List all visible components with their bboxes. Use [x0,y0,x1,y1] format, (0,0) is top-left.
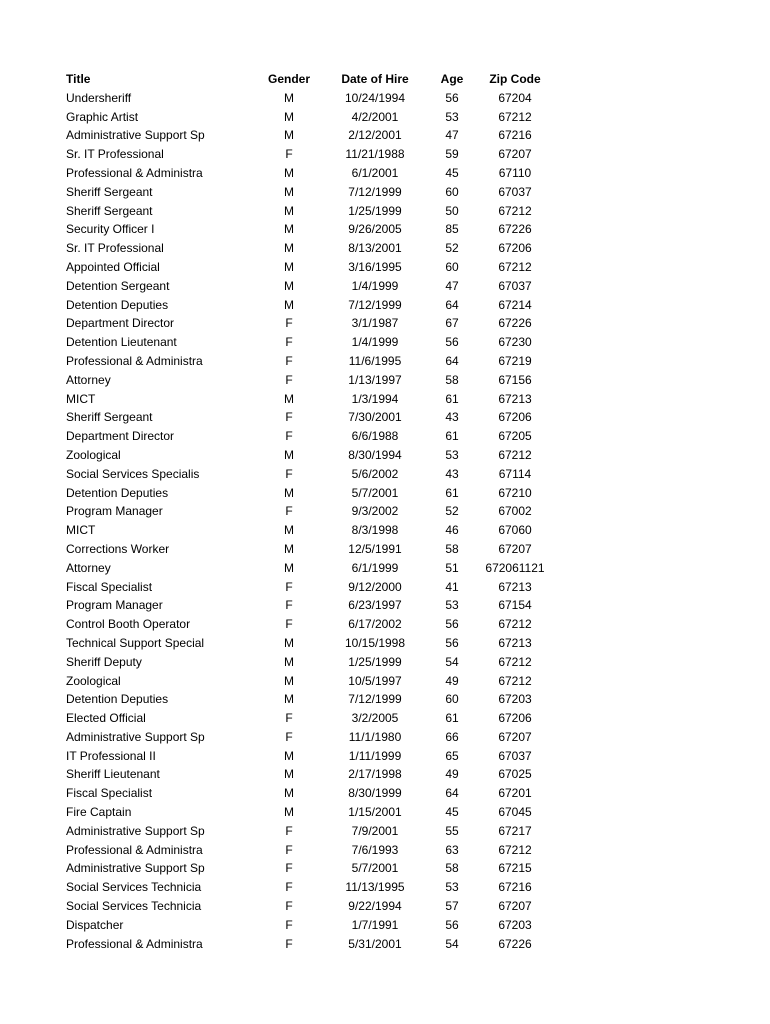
cell-title: MICT [66,523,96,538]
cell-zip-code: 67037 [498,278,532,293]
cell-zip-code: 67212 [498,259,532,274]
cell-zip-code: 67037 [498,748,532,763]
cell-title: Dispatcher [66,917,124,932]
cell-gender: F [285,711,293,726]
cell-title: Administrative Support Sp [66,729,205,744]
cell-title: Sheriff Lieutenant [66,767,160,782]
table-row [66,220,552,239]
table-row [66,897,552,916]
cell-age: 54 [445,654,459,669]
cell-gender: F [285,372,293,387]
cell-date-of-hire: 6/17/2002 [348,617,402,632]
cell-gender: M [284,128,294,143]
cell-age: 52 [445,241,459,256]
table-row [66,859,552,878]
cell-title: Fiscal Specialist [66,786,153,801]
cell-date-of-hire: 6/1/2001 [351,165,399,180]
cell-gender: F [285,861,293,876]
cell-title: Program Manager [66,598,163,613]
cell-age: 64 [445,297,459,312]
cell-age: 56 [445,917,459,932]
cell-zip-code: 67217 [498,823,532,838]
cell-date-of-hire: 8/13/2001 [348,241,402,256]
cell-gender: F [285,917,293,932]
cell-date-of-hire: 7/12/1999 [348,692,402,707]
cell-age: 51 [445,560,459,575]
table-row [66,765,552,784]
cell-gender: F [285,410,293,425]
cell-age: 63 [445,842,459,857]
cell-age: 55 [445,823,459,838]
header-date-of-hire: Date of Hire [341,72,409,86]
cell-title: Appointed Official [66,259,160,274]
cell-date-of-hire: 12/5/1991 [348,541,402,556]
cell-date-of-hire: 1/13/1997 [348,372,402,387]
table-row [66,672,552,691]
table-row [66,653,552,672]
cell-age: 43 [445,466,459,481]
cell-gender: F [285,617,293,632]
cell-age: 61 [445,391,459,406]
employee-table [66,70,552,953]
table-row [66,935,552,954]
table-row [66,559,552,578]
table-row [66,841,552,860]
cell-title: Professional & Administra [66,165,203,180]
cell-age: 57 [445,899,459,914]
table-row [66,878,552,897]
cell-date-of-hire: 7/30/2001 [348,410,402,425]
cell-date-of-hire: 2/17/1998 [348,767,402,782]
cell-gender: F [285,579,293,594]
cell-date-of-hire: 9/22/1994 [348,899,402,914]
cell-zip-code: 67213 [498,579,532,594]
cell-date-of-hire: 10/24/1994 [344,90,406,105]
cell-title: Professional & Administra [66,353,203,368]
table-row [66,408,552,427]
table-row [66,634,552,653]
cell-title: Sr. IT Professional [66,147,164,162]
cell-age: 43 [445,410,459,425]
cell-gender: M [284,203,294,218]
cell-date-of-hire: 7/6/1993 [351,842,399,857]
cell-date-of-hire: 4/2/2001 [351,109,399,124]
table-row [66,709,552,728]
cell-title: Professional & Administra [66,936,203,951]
cell-gender: M [284,748,294,763]
cell-title: Fiscal Specialist [66,579,153,594]
cell-zip-code: 67025 [498,767,532,782]
table-row [66,822,552,841]
cell-age: 60 [445,692,459,707]
cell-age: 60 [445,259,459,274]
cell-age: 46 [445,523,459,538]
cell-gender: M [284,692,294,707]
cell-gender: M [284,560,294,575]
cell-title: Department Director [66,316,175,331]
cell-age: 56 [445,635,459,650]
cell-gender: F [285,504,293,519]
cell-date-of-hire: 8/30/1994 [348,447,402,462]
cell-date-of-hire: 6/23/1997 [348,598,402,613]
cell-gender: F [285,147,293,162]
cell-gender: F [285,880,293,895]
cell-date-of-hire: 3/2/2005 [351,711,399,726]
cell-age: 64 [445,353,459,368]
cell-date-of-hire: 8/3/1998 [351,523,399,538]
cell-gender: F [285,936,293,951]
table-row [66,126,552,145]
cell-zip-code: 67204 [498,90,532,105]
cell-gender: M [284,485,294,500]
cell-zip-code: 67156 [498,372,532,387]
cell-age: 56 [445,90,459,105]
cell-gender: M [284,447,294,462]
cell-zip-code: 67154 [498,598,532,613]
table-row [66,314,552,333]
cell-title: Detention Sergeant [66,278,170,293]
cell-title: Administrative Support Sp [66,823,205,838]
cell-age: 53 [445,447,459,462]
cell-gender: M [284,767,294,782]
cell-age: 45 [445,805,459,820]
cell-date-of-hire: 5/6/2002 [351,466,399,481]
cell-zip-code: 67226 [498,936,532,951]
table-row [66,446,552,465]
table-row [66,784,552,803]
cell-title: Elected Official [66,711,146,726]
cell-date-of-hire: 11/6/1995 [348,353,402,368]
cell-date-of-hire: 1/4/1999 [351,278,399,293]
cell-date-of-hire: 1/4/1999 [351,335,399,350]
cell-title: Security Officer I [66,222,155,237]
header-zip-code: Zip Code [489,72,541,86]
cell-title: Social Services Technicia [66,899,202,914]
table-row [66,540,552,559]
cell-zip-code: 67216 [498,128,532,143]
cell-age: 47 [445,278,459,293]
table-row [66,239,552,258]
cell-title: Corrections Worker [66,541,170,556]
cell-gender: F [285,729,293,744]
cell-date-of-hire: 11/21/1988 [345,147,405,162]
cell-date-of-hire: 1/11/1999 [348,748,402,763]
cell-age: 58 [445,372,459,387]
cell-gender: M [284,90,294,105]
cell-date-of-hire: 8/30/1999 [348,786,402,801]
cell-age: 58 [445,541,459,556]
cell-zip-code: 67213 [498,635,532,650]
cell-title: Administrative Support Sp [66,128,205,143]
cell-zip-code: 67206 [498,711,532,726]
cell-zip-code: 67206 [498,241,532,256]
cell-age: 53 [445,598,459,613]
cell-zip-code: 67002 [498,504,532,519]
cell-date-of-hire: 2/12/2001 [348,128,402,143]
table-row [66,747,552,766]
header-row [66,70,552,89]
cell-zip-code: 67201 [498,786,532,801]
cell-title: Program Manager [66,504,163,519]
cell-zip-code: 67212 [498,203,532,218]
table-row [66,277,552,296]
cell-title: Zoological [66,673,121,688]
cell-zip-code: 67114 [498,466,532,481]
table-row [66,803,552,822]
cell-gender: M [284,786,294,801]
cell-age: 49 [445,673,459,688]
cell-age: 66 [445,729,459,744]
cell-title: Detention Lieutenant [66,335,177,350]
cell-title: Technical Support Special [66,635,205,650]
table-row [66,484,552,503]
cell-gender: M [284,673,294,688]
cell-zip-code: 67226 [498,316,532,331]
cell-age: 41 [445,579,459,594]
table-row [66,296,552,315]
cell-gender: M [284,654,294,669]
cell-zip-code: 67207 [498,541,532,556]
cell-title: Administrative Support Sp [66,861,205,876]
cell-age: 61 [445,429,459,444]
cell-zip-code: 67207 [498,729,532,744]
cell-zip-code: 67212 [498,109,532,124]
cell-zip-code: 67210 [498,485,532,500]
cell-zip-code: 67206 [498,410,532,425]
cell-age: 50 [445,203,459,218]
cell-title: Sr. IT Professional [66,241,164,256]
cell-zip-code: 67212 [498,654,532,669]
cell-age: 65 [445,748,459,763]
cell-date-of-hire: 1/15/2001 [348,805,402,820]
cell-gender: M [284,222,294,237]
cell-age: 52 [445,504,459,519]
cell-title: Fire Captain [66,805,132,820]
cell-gender: F [285,823,293,838]
cell-age: 58 [445,861,459,876]
cell-zip-code: 67212 [498,617,532,632]
cell-zip-code: 67060 [498,523,532,538]
cell-date-of-hire: 1/7/1991 [351,917,399,932]
table-row [66,728,552,747]
cell-date-of-hire: 7/12/1999 [348,297,402,312]
cell-gender: F [285,899,293,914]
table-row [66,521,552,540]
cell-zip-code: 67215 [498,861,532,876]
table-row [66,202,552,221]
cell-gender: F [285,353,293,368]
cell-gender: M [284,805,294,820]
cell-zip-code: 672061121 [485,560,545,575]
cell-title: Attorney [66,372,111,387]
cell-title: Zoological [66,447,121,462]
cell-date-of-hire: 11/13/1995 [345,880,405,895]
cell-age: 85 [445,222,459,237]
cell-date-of-hire: 1/25/1999 [348,203,402,218]
cell-age: 49 [445,767,459,782]
table-header [66,70,552,89]
cell-title: Detention Deputies [66,692,169,707]
cell-gender: M [284,241,294,256]
table-row [66,352,552,371]
cell-date-of-hire: 10/5/1997 [348,673,402,688]
cell-age: 61 [445,711,459,726]
cell-date-of-hire: 6/6/1988 [351,429,399,444]
cell-title: Detention Deputies [66,297,169,312]
cell-date-of-hire: 11/1/1980 [348,729,402,744]
cell-date-of-hire: 3/16/1995 [348,259,402,274]
cell-zip-code: 67205 [498,429,532,444]
cell-zip-code: 67110 [498,165,532,180]
table-row [66,578,552,597]
cell-title: Attorney [66,560,111,575]
cell-title: Graphic Artist [66,109,139,124]
cell-gender: F [285,429,293,444]
cell-title: Professional & Administra [66,842,203,857]
table-row [66,164,552,183]
cell-age: 53 [445,109,459,124]
cell-date-of-hire: 9/12/2000 [348,579,402,594]
cell-age: 45 [445,165,459,180]
cell-gender: M [284,109,294,124]
table-row [66,615,552,634]
table-row [66,89,552,108]
cell-gender: M [284,165,294,180]
cell-age: 59 [445,147,459,162]
cell-zip-code: 67214 [498,297,532,312]
cell-date-of-hire: 3/1/1987 [351,316,399,331]
cell-title: Control Booth Operator [66,617,191,632]
cell-zip-code: 67212 [498,447,532,462]
cell-zip-code: 67037 [498,184,532,199]
cell-gender: M [284,184,294,199]
cell-zip-code: 67213 [498,391,532,406]
header-title: Title [66,72,91,86]
table-row [66,183,552,202]
cell-zip-code: 67045 [498,805,532,820]
cell-date-of-hire: 6/1/1999 [351,560,399,575]
cell-gender: F [285,316,293,331]
cell-gender: F [285,335,293,350]
table-row [66,333,552,352]
table-row [66,108,552,127]
cell-date-of-hire: 9/26/2005 [348,222,402,237]
table-row [66,427,552,446]
cell-gender: F [285,466,293,481]
cell-title: Detention Deputies [66,485,169,500]
cell-date-of-hire: 1/3/1994 [351,391,399,406]
cell-date-of-hire: 1/25/1999 [348,654,402,669]
table-row [66,690,552,709]
cell-gender: M [284,297,294,312]
cell-gender: F [285,842,293,857]
cell-title: IT Professional II [66,748,156,763]
table-row [66,916,552,935]
cell-date-of-hire: 9/3/2002 [351,504,399,519]
cell-gender: M [284,259,294,274]
cell-date-of-hire: 5/31/2001 [348,936,402,951]
cell-zip-code: 67216 [498,880,532,895]
table-row [66,258,552,277]
cell-gender: M [284,523,294,538]
cell-age: 47 [445,128,459,143]
cell-age: 54 [445,936,459,951]
cell-age: 56 [445,617,459,632]
cell-gender: M [284,278,294,293]
cell-gender: F [285,598,293,613]
cell-zip-code: 67207 [498,147,532,162]
table-row [66,371,552,390]
cell-zip-code: 67230 [498,335,532,350]
cell-age: 56 [445,335,459,350]
cell-date-of-hire: 5/7/2001 [351,485,399,500]
cell-title: Undersheriff [66,90,132,105]
cell-title: Sheriff Deputy [66,654,142,669]
cell-date-of-hire: 7/9/2001 [351,823,399,838]
table-row [66,145,552,164]
cell-title: Sheriff Sergeant [66,410,153,425]
cell-title: Social Services Technicia [66,880,202,895]
cell-title: Sheriff Sergeant [66,203,153,218]
cell-age: 64 [445,786,459,801]
cell-gender: M [284,635,294,650]
table-row [66,390,552,409]
header-gender: Gender [267,72,310,86]
cell-title: Social Services Specialis [66,466,200,481]
table-body [66,89,552,954]
cell-zip-code: 67203 [498,692,532,707]
cell-title: Sheriff Sergeant [66,184,153,199]
cell-age: 67 [445,316,459,331]
cell-zip-code: 67212 [498,842,532,857]
cell-age: 61 [445,485,459,500]
cell-age: 53 [445,880,459,895]
cell-date-of-hire: 10/15/1998 [344,635,406,650]
cell-gender: M [284,391,294,406]
cell-title: Department Director [66,429,175,444]
cell-zip-code: 67212 [498,673,532,688]
table-row [66,465,552,484]
table-row [66,502,552,521]
cell-date-of-hire: 5/7/2001 [351,861,399,876]
cell-zip-code: 67203 [498,917,532,932]
cell-zip-code: 67219 [498,353,532,368]
cell-title: MICT [66,391,96,406]
cell-zip-code: 67207 [498,899,532,914]
cell-date-of-hire: 7/12/1999 [348,184,402,199]
cell-gender: M [284,541,294,556]
cell-zip-code: 67226 [498,222,532,237]
table-row [66,596,552,615]
header-age: Age [440,72,464,86]
cell-age: 60 [445,184,459,199]
